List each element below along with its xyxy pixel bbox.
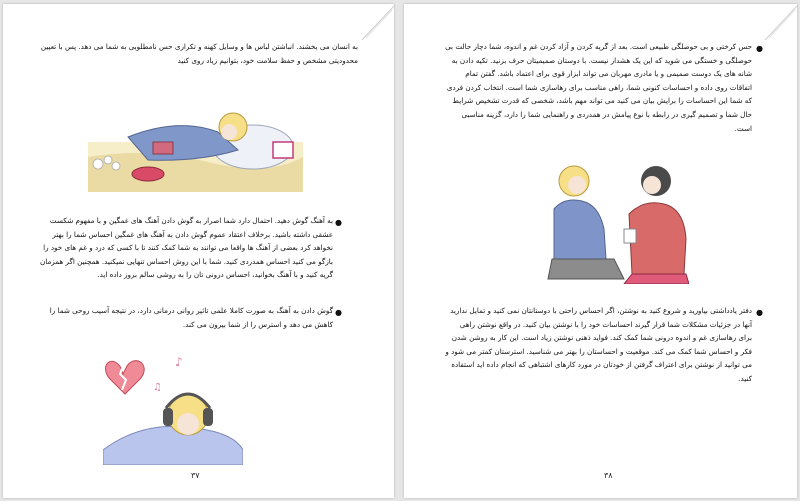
- bullet-numbness-paragraph: حس کرختی و بی حوصلگی طبیعی است. بعد از گریه کردن و آزاد کردن غم و اندوه، شما دچار حالت بی حوصلگی و خستگی می شوید که این یک هشدار نیست. با دوستان صمیمیتان حرف بزنید. تکیه دادن به شانه های یک دوست صمیمی و یا مادری مهربان می تواند ابزار قوی برای اعتماد باشد. گفتن تمام اتفاقات روی داده و احساسات کنونی شما، راهی مناسب برای رهاسازی شما است. انتخاب کردن فردی که شما این احساسات را برایش بیان می کنید می تواند مهم باشد، شخصی که قدرت تشخیص شرایط حال شما و تصمیم گیری در رابطه با نوع پیامش در همدردی و راهنمایی شما را دارد، گزینه مناسبی است.: [445, 42, 752, 133]
- bullet-marker: ●: [756, 308, 763, 317]
- bullet-music-science-paragraph: گوش دادن به آهنگ به صورت کاملا علمی تاثیر روانی درمانی دارد، در نتیجه آسیب روحی شما را کاهش می دهد و استرس را از شما بیرون می کند.: [49, 306, 333, 329]
- girl-with-headphones-illustration: [103, 350, 243, 465]
- page-number: ۳۷: [191, 471, 200, 480]
- left-page: [3, 4, 394, 498]
- bullet-music-paragraph: به آهنگ گوش دهید. احتمال دارد شما اصرار به گوش دادن آهنگ های غمگین و با مفهوم شکست عشقی داشته باشید. برخلاف اعتقاد عموم گوش دادن به آهنگ های غمگین احساس شما را بهتر نخواهد کرد بعضی از آهنگ ها واقعا می توانند به شما کمک کنند تا با کسی که درد و غم های خود را بازگو می کنید احساس همدردی کنید. شما با این روش احساس تنهایی نمیکنید. همچنین اگر همزمان گریه کنید و با آهنگ بخوانید، احساس درونی تان را به روشی سالم بروز داده اید.: [39, 216, 333, 280]
- svg-text:♫: ♫: [153, 382, 162, 393]
- page-number: ۳۸: [604, 471, 613, 480]
- bullet-marker: ●: [335, 218, 342, 227]
- svg-text:♪: ♪: [175, 355, 183, 369]
- page-corner-decoration: [354, 4, 394, 44]
- girl-in-bed-illustration: [88, 102, 303, 192]
- bullet-journaling-paragraph: دفتر یادداشتی بیاورید و شروع کنید به نوشتن، اگر احساس راحتی با دوستانتان نمی کنید و تمایل ندارید آنها در جزئیات مشکلات شما قرار گیرند احساسات خود را با نوشتن بیان کنید. در واقع نوشتن راهی برای رهاسازی غم و اندوه درونی شما کمک کند. فواید ذهنی نوشتن زیاد است. این کار به روشن شدن فکر و احساس شما کمک می کند. موقعیت و احساستان را بهتر می شناسید. استرستان کمتر می شود و می توانید از نوشتن برای اعتراف گرفتن از خودتان در مورد کارهای اشتباهی که انجام داده اید استفاده کنید.: [445, 306, 752, 383]
- friends-talking-illustration: [544, 159, 689, 284]
- bullet-marker: ●: [756, 44, 763, 53]
- right-page: [404, 4, 797, 498]
- page-corner-decoration: [757, 4, 797, 44]
- bullet-marker: ●: [335, 308, 342, 317]
- intro-paragraph: به انسان می بخشند. انباشتن لباس ها و وسایل کهنه و تکراری حس نامطلوبی به شما می دهد. پس با تعیین محدودیتی مشخص و حفظ سلامت خود، بتوانیم زیاد روی کنید: [40, 42, 358, 65]
